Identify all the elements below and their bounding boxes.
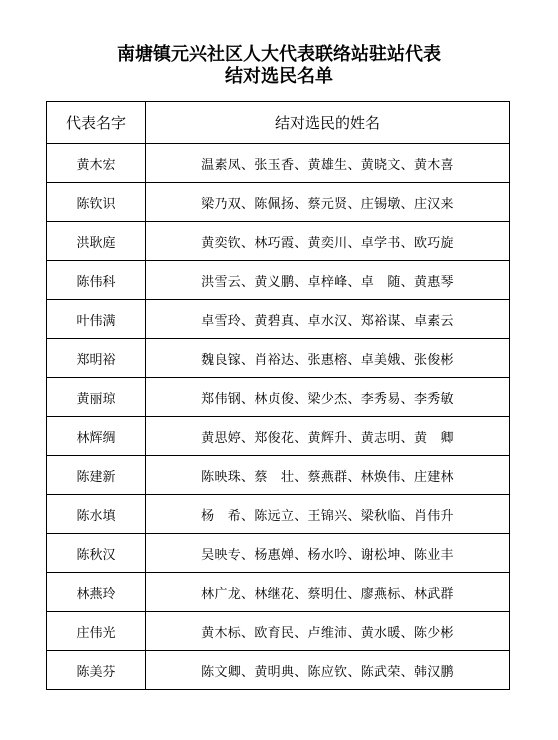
representative-name: 郑明裕 <box>47 339 146 378</box>
representative-name: 陈建新 <box>47 456 146 495</box>
table-row <box>47 456 510 495</box>
table-row <box>47 495 510 534</box>
table-row <box>47 573 510 612</box>
table-row <box>47 534 510 573</box>
paired-voters: 黄奕钦、林巧霞、黄奕川、卓学书、欧巧旋 <box>146 222 510 261</box>
table-row <box>47 651 510 690</box>
paired-voters: 温素凤、张玉香、黄雄生、黄晓文、黄木喜 <box>146 144 510 183</box>
paired-voters: 杨 希、陈远立、王锦兴、梁秋临、肖伟升 <box>146 495 510 534</box>
representative-name: 叶伟满 <box>47 300 146 339</box>
paired-voters: 郑伟钢、林贞俊、梁少杰、李秀易、李秀敏 <box>146 378 510 417</box>
title-line-2: 结对选民名单 <box>225 66 333 87</box>
representative-name: 陈伟科 <box>47 261 146 300</box>
representative-name: 陈水填 <box>47 495 146 534</box>
representative-name: 林辉绸 <box>47 417 146 456</box>
pairing-table <box>46 101 510 690</box>
paired-voters: 黄木标、欧育民、卢维沛、黄水暖、陈少彬 <box>146 612 510 651</box>
paired-voters: 陈文卿、黄明典、陈应钦、陈武荣、韩汉鹏 <box>146 651 510 690</box>
title-line-1: 南塘镇元兴社区人大代表联络站驻站代表 <box>117 44 441 65</box>
representative-name: 陈钦识 <box>47 183 146 222</box>
representative-name: 陈秋汉 <box>47 534 146 573</box>
paired-voters: 魏良镓、肖裕达、张惠榕、卓美娥、张俊彬 <box>146 339 510 378</box>
paired-voters: 吴映专、杨惠婵、杨水吟、谢松坤、陈业丰 <box>146 534 510 573</box>
table-header-row <box>47 102 510 144</box>
paired-voters: 陈映珠、蔡 壮、蔡燕群、林焕伟、庄建林 <box>146 456 510 495</box>
table-row <box>47 261 510 300</box>
document-title <box>0 44 558 88</box>
table-row <box>47 144 510 183</box>
representative-name: 洪耿庭 <box>47 222 146 261</box>
paired-voters: 林广龙、林继花、蔡明仕、廖燕标、林武群 <box>146 573 510 612</box>
table-row <box>47 222 510 261</box>
table-row <box>47 300 510 339</box>
table-row <box>47 183 510 222</box>
representative-name: 庄伟光 <box>47 612 146 651</box>
table-row <box>47 417 510 456</box>
header-representative: 代表名字 <box>47 102 146 144</box>
paired-voters: 黄思婷、郑俊花、黄辉升、黄志明、黄 卿 <box>146 417 510 456</box>
header-paired-voters: 结对选民的姓名 <box>146 102 510 144</box>
paired-voters: 卓雪玲、黄碧真、卓水汉、郑裕谋、卓素云 <box>146 300 510 339</box>
table-row <box>47 378 510 417</box>
representative-name: 黄丽琼 <box>47 378 146 417</box>
table-row <box>47 339 510 378</box>
paired-voters: 梁乃双、陈佩扬、蔡元贤、庄锡墩、庄汉来 <box>146 183 510 222</box>
representative-name: 黄木宏 <box>47 144 146 183</box>
paired-voters: 洪雪云、黄义鹏、卓梓峰、卓 随、黄惠琴 <box>146 261 510 300</box>
table-row <box>47 612 510 651</box>
representative-name: 林燕玲 <box>47 573 146 612</box>
representative-name: 陈美芬 <box>47 651 146 690</box>
